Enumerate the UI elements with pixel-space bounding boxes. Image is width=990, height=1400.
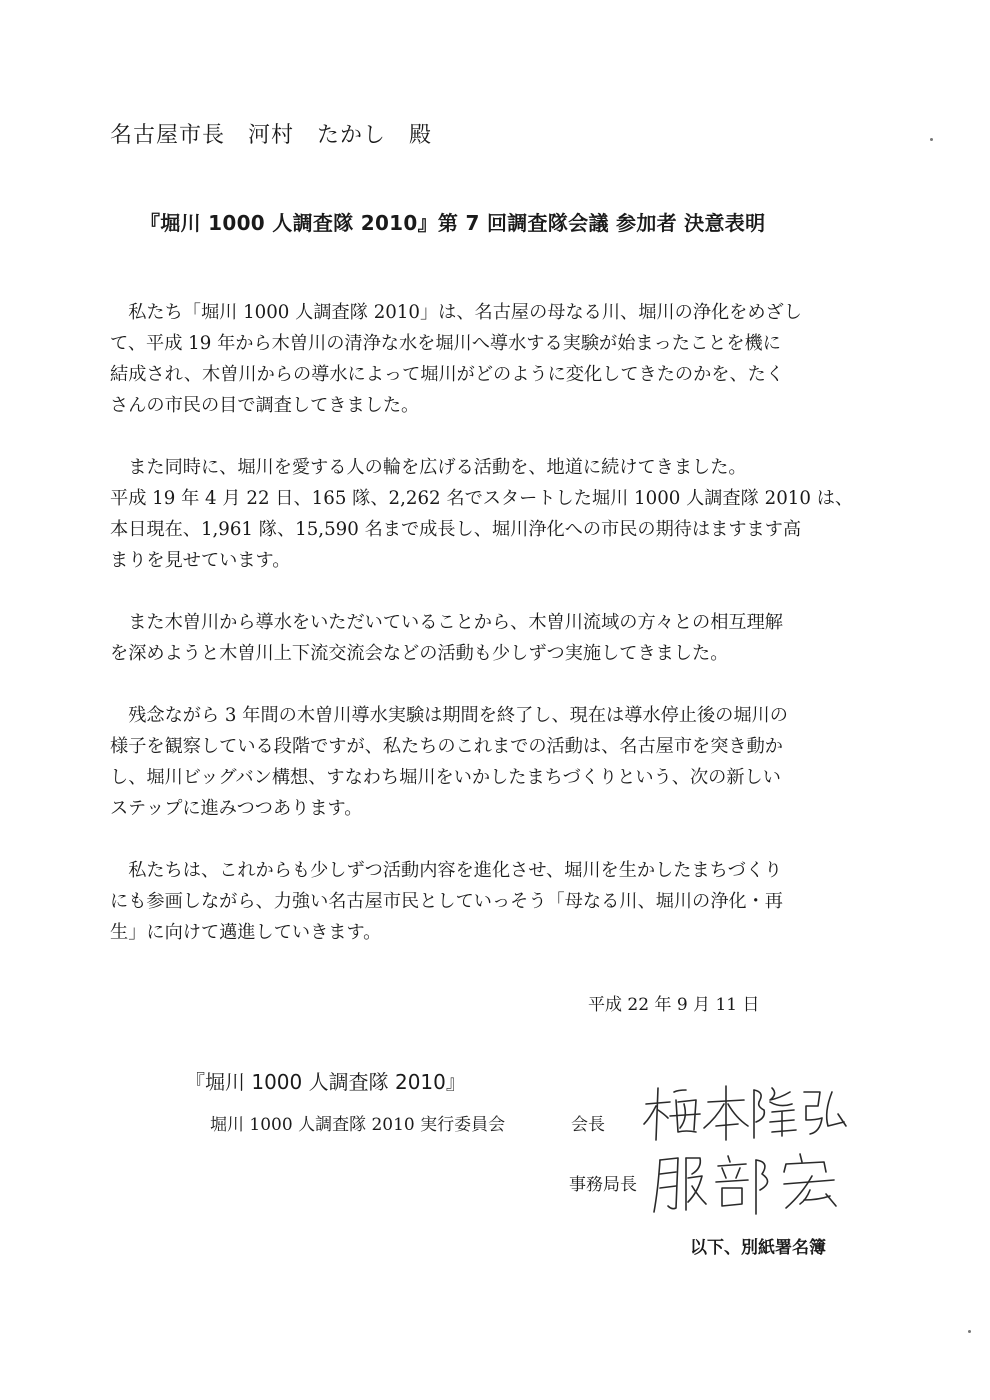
paragraph [110,700,850,824]
text-line: また木曽川から導水をいただいていることから、木曽川流域の方々との相互理解 [110,612,783,633]
text-line: 様子を観察している段階ですが、私たちのこれまでの活動は、名古屋市を突き動か [110,736,783,757]
handwritten-signature-secretary [650,1150,850,1220]
paragraph [110,855,850,948]
handwritten-signature-chair [640,1082,850,1144]
scan-speck [930,138,933,141]
secretary-signature [650,1150,850,1224]
text-line: 私たちは、これからも少しずつ活動内容を進化させ、堀川を生かしたまちづくり [110,860,783,881]
text-line: し、堀川ビッグバン構想、すなわち堀川をいかしたまちづくりという、次の新しい [110,767,781,788]
text-line: 残念ながら 3 年間の木曽川導水実験は期間を終了し、現在は導水停止後の堀川の [110,705,788,726]
paragraph [110,452,854,576]
committee-name: 堀川 1000 人調査隊 2010 実行委員会 [210,1115,506,1135]
text-line: を深めようと木曽川上下流交流会などの活動も少しずつ実施してきました。 [110,643,729,664]
secretary-title: 事務局長 [569,1175,637,1195]
scan-speck [968,1330,971,1333]
document-title: 『堀川 1000 人調査隊 2010』第 7 回調査隊会議 参加者 決意表明 [140,211,766,235]
chair-signature [640,1082,850,1148]
text-line: 平成 19 年 4 月 22 日、165 隊、2,262 名でスタートした堀川 1000 人調査隊 2010 は、 [110,488,854,509]
text-line: さんの市民の目で調査してきました。 [110,395,420,416]
text-line: 生」に向けて邁進していきます。 [110,922,382,943]
text-line: まりを見せています。 [110,550,291,571]
addressee: 名古屋市長 河村 たかし 殿 [110,123,433,148]
text-line: ステップに進みつつあります。 [110,798,363,819]
document-body [110,297,854,979]
organization-name: 『堀川 1000 人調査隊 2010』 [185,1070,466,1094]
text-line: また同時に、堀川を愛する人の輪を広げる活動を、地道に続けてきました。 [110,457,747,478]
paragraph [110,297,850,421]
document-date: 平成 22 年 9 月 11 日 [588,995,760,1015]
text-line: て、平成 19 年から木曽川の清浄な水を堀川へ導水する実験が始まったことを機に [110,333,781,354]
text-line: にも参画しながら、力強い名古屋市民としていっそう「母なる川、堀川の浄化・再 [110,891,783,912]
chair-title: 会長 [571,1115,605,1135]
closing-note: 以下、別紙署名簿 [690,1238,826,1258]
text-line: 本日現在、1,961 隊、15,590 名まで成長し、堀川浄化への市民の期待はますます高 [110,519,802,540]
text-line: 結成され、木曽川からの導水によって堀川がどのように変化してきたのかを、たく [110,364,785,385]
paragraph [110,607,850,669]
text-line: 私たち「堀川 1000 人調査隊 2010」は、名古屋の母なる川、堀川の浄化をめざし [110,302,802,323]
